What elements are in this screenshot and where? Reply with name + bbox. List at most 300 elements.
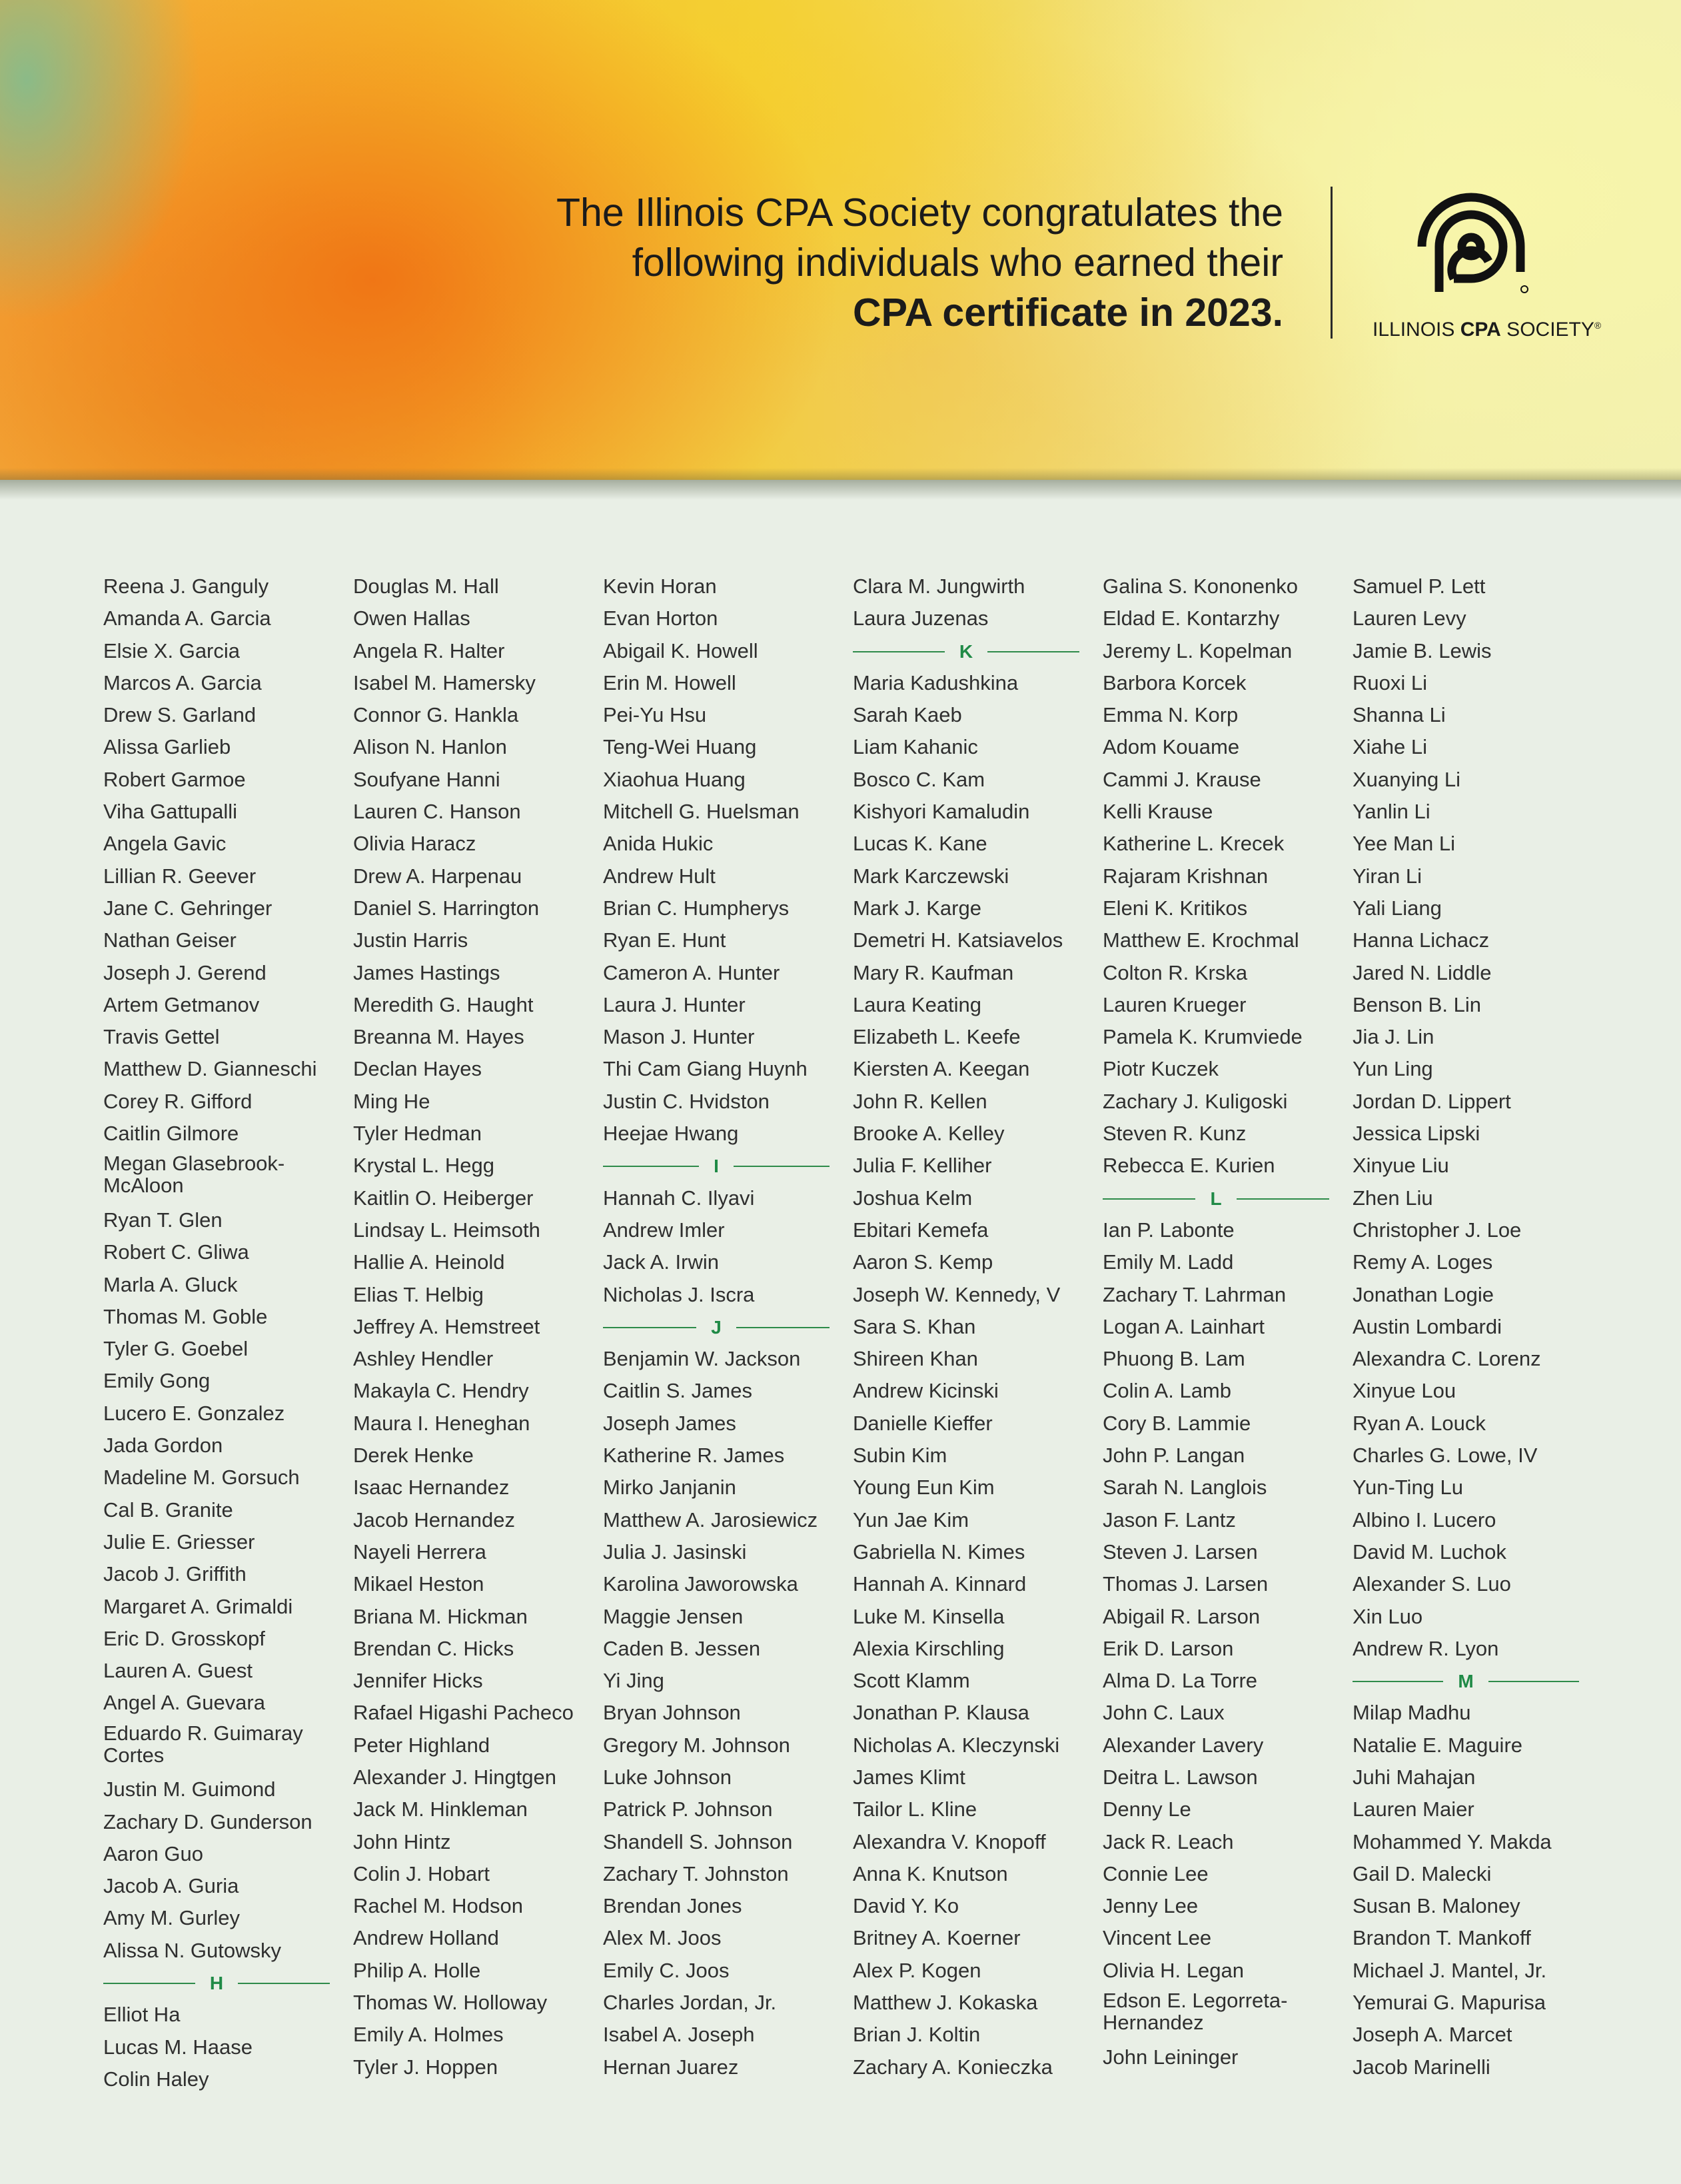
honoree-name: Yun Jae Kim xyxy=(853,1508,969,1532)
honoree-name: Jack R. Leach xyxy=(1103,1829,1234,1853)
honoree-name: Emily M. Ladd xyxy=(1103,1250,1234,1274)
headline-line-3: CPA certificate in 2023. xyxy=(852,291,1283,335)
honoree-name: Olivia Haracz xyxy=(353,832,476,856)
honoree-name: Sarah Kaeb xyxy=(853,703,962,727)
honoree-name: Thi Cam Giang Huynh xyxy=(603,1057,808,1081)
honoree-name: Mary R. Kaufman xyxy=(853,960,1014,984)
honoree-name: Steven R. Kunz xyxy=(1103,1122,1247,1146)
divider-line xyxy=(1488,1681,1579,1682)
honoree-name: Bosco C. Kam xyxy=(853,767,985,791)
honoree-name: Alex P. Kogen xyxy=(853,1958,981,1982)
honoree-name: Joseph James xyxy=(603,1411,736,1435)
honoree-name: Pei-Yu Hsu xyxy=(603,703,707,727)
honoree-name: Xin Luo xyxy=(1353,1604,1423,1628)
honoree-name: Alma D. La Torre xyxy=(1103,1669,1258,1693)
honoree-name: Yee Man Li xyxy=(1353,832,1455,856)
honoree-name: Yun-Ting Lu xyxy=(1353,1476,1464,1500)
honoree-name: Milap Madhu xyxy=(1353,1701,1471,1725)
honoree-name: Subin Kim xyxy=(853,1444,947,1468)
honoree-name: Jennifer Hicks xyxy=(353,1669,483,1693)
honoree-name: Denny Le xyxy=(1103,1797,1191,1821)
section-letter: K xyxy=(959,640,973,662)
honoree-name: Laura J. Hunter xyxy=(603,992,746,1016)
honoree-name: Tyler Hedman xyxy=(353,1122,482,1146)
honoree-name: Kiersten A. Keegan xyxy=(853,1057,1030,1081)
honoree-name: Julia J. Jasinski xyxy=(603,1540,747,1564)
honoree-name: Eleni K. Kritikos xyxy=(1103,896,1248,920)
honoree-name: Katherine R. James xyxy=(603,1444,785,1468)
honoree-name: Kishyori Kamaludin xyxy=(853,800,1030,824)
honoree-name: Scott Klamm xyxy=(853,1669,970,1693)
honoree-name: Lauren Maier xyxy=(1353,1797,1474,1821)
honoree-name: Joseph A. Marcet xyxy=(1353,2023,1512,2047)
divider-line xyxy=(987,651,1079,652)
honoree-name: Yali Liang xyxy=(1353,896,1442,920)
honoree-name: Abigail K. Howell xyxy=(603,638,758,662)
honoree-name: Isaac Hernandez xyxy=(353,1476,510,1500)
honoree-name: Zachary T. Johnston xyxy=(603,1861,789,1885)
honoree-name: Jonathan Logie xyxy=(1353,1282,1494,1306)
honoree-name: Austin Lombardi xyxy=(1353,1314,1502,1338)
honoree-name: Brandon T. Mankoff xyxy=(1353,1926,1531,1950)
honoree-name: Jada Gordon xyxy=(103,1434,223,1458)
honoree-name: Soufyane Hanni xyxy=(353,767,500,791)
name-column-6 xyxy=(1353,573,1579,2086)
honoree-name: Lauren Krueger xyxy=(1103,992,1247,1016)
honoree-name: Jordan D. Lippert xyxy=(1353,1089,1511,1113)
honoree-name: Piotr Kuczek xyxy=(1103,1057,1219,1081)
honoree-name: Matthew J. Kokaska xyxy=(853,1991,1038,2015)
honoree-name: Jeffrey A. Hemstreet xyxy=(353,1314,540,1338)
honoree-name: Gregory M. Johnson xyxy=(603,1733,790,1757)
honoree-name: Alexander J. Hingtgen xyxy=(353,1765,557,1789)
honoree-name: Nicholas A. Kleczynski xyxy=(853,1733,1060,1757)
honoree-name: Gabriella N. Kimes xyxy=(853,1540,1025,1564)
honoree-name: Daniel S. Harrington xyxy=(353,896,540,920)
honoree-name: Viha Gattupalli xyxy=(103,800,238,824)
honoree-name: Mitchell G. Huelsman xyxy=(603,800,800,824)
honoree-name: Rafael Higashi Pacheco xyxy=(353,1701,574,1725)
honoree-name: Galina S. Kononenko xyxy=(1103,574,1298,598)
honoree-name: Yun Ling xyxy=(1353,1057,1433,1081)
divider-line xyxy=(603,1327,696,1328)
honoree-name: Laura Keating xyxy=(853,992,982,1016)
honoree-name: Tyler J. Hoppen xyxy=(353,2055,498,2079)
honoree-name: Colin Haley xyxy=(103,2067,209,2091)
name-column-2 xyxy=(353,573,580,2086)
honoree-name: Amanda A. Garcia xyxy=(103,606,271,630)
honoree-name: Justin C. Hvidston xyxy=(603,1089,770,1113)
honoree-name: David Y. Ko xyxy=(853,1894,959,1918)
honoree-name: Julie E. Griesser xyxy=(103,1530,255,1554)
name-column-5 xyxy=(1103,573,1329,2076)
letter-divider xyxy=(603,1152,830,1184)
honoree-name: Alexandra V. Knopoff xyxy=(853,1829,1046,1853)
honoree-name: Young Eun Kim xyxy=(853,1476,995,1500)
honoree-name: Natalie E. Maguire xyxy=(1353,1733,1523,1757)
honoree-name: Ryan T. Glen xyxy=(103,1208,223,1232)
honoree-name: Mason J. Hunter xyxy=(603,1025,755,1049)
honoree-name: Rachel M. Hodson xyxy=(353,1894,524,1918)
honoree-name: Demetri H. Katsiavelos xyxy=(853,928,1063,952)
honoree-name: Elliot Ha xyxy=(103,2003,181,2027)
honoree-name: Zachary T. Lahrman xyxy=(1103,1282,1287,1306)
honoree-name: Steven J. Larsen xyxy=(1103,1540,1258,1564)
honoree-name: Thomas W. Holloway xyxy=(353,1991,548,2015)
section-letter: L xyxy=(1210,1188,1222,1209)
header-banner xyxy=(0,0,1681,480)
honoree-name: Logan A. Lainhart xyxy=(1103,1314,1265,1338)
honoree-name: Mikael Heston xyxy=(353,1572,484,1596)
honoree-name: Edson E. Legorreta-Hernandez xyxy=(1103,1989,1288,2035)
honoree-name: Philip A. Holle xyxy=(353,1958,481,1982)
honoree-name: Joseph J. Gerend xyxy=(103,960,267,984)
honoree-name: Abigail R. Larson xyxy=(1103,1604,1261,1628)
divider-line xyxy=(103,1983,195,1984)
honoree-name: Sara S. Khan xyxy=(853,1314,976,1338)
honoree-name: Britney A. Koerner xyxy=(853,1926,1021,1950)
honoree-name: Ryan E. Hunt xyxy=(603,928,726,952)
honoree-name: John C. Laux xyxy=(1103,1701,1225,1725)
honoree-name: Laura Juzenas xyxy=(853,606,989,630)
honoree-name: Susan B. Maloney xyxy=(1353,1894,1520,1918)
honoree-name: Cammi J. Krause xyxy=(1103,767,1261,791)
honoree-name: Hannah A. Kinnard xyxy=(853,1572,1027,1596)
honoree-name: Marcos A. Garcia xyxy=(103,670,262,694)
honoree-name: Andrew R. Lyon xyxy=(1353,1636,1499,1660)
honoree-name: Matthew E. Krochmal xyxy=(1103,928,1299,952)
honoree-name: Jamie B. Lewis xyxy=(1353,638,1492,662)
honoree-name: Ming He xyxy=(353,1089,430,1113)
registered-mark: ® xyxy=(1594,320,1602,331)
honoree-name: Douglas M. Hall xyxy=(353,574,499,598)
honoree-name: Charles G. Lowe, IV xyxy=(1353,1444,1538,1468)
section-letter: H xyxy=(209,1973,224,1994)
honoree-name: Justin M. Guimond xyxy=(103,1777,276,1801)
honoree-name: Thomas M. Goble xyxy=(103,1304,268,1328)
honoree-name: Alexander S. Luo xyxy=(1353,1572,1511,1596)
honoree-name: Zachary A. Konieczka xyxy=(853,2055,1053,2079)
honoree-name: Shireen Khan xyxy=(853,1347,978,1371)
honoree-name: Hannah C. Ilyavi xyxy=(603,1186,755,1210)
banner-shadow xyxy=(0,480,1681,500)
honoree-name: Jane C. Gehringer xyxy=(103,896,273,920)
honoree-name: John R. Kellen xyxy=(853,1089,987,1113)
honoree-name: Lauren A. Guest xyxy=(103,1659,253,1683)
honoree-name: Luke Johnson xyxy=(603,1765,732,1789)
honoree-name: Xiahe Li xyxy=(1353,735,1428,759)
honoree-name: Lucero E. Gonzalez xyxy=(103,1401,285,1425)
honoree-name: Jenny Lee xyxy=(1103,1894,1199,1918)
honoree-name: John Hintz xyxy=(353,1829,451,1853)
honoree-name: Reena J. Ganguly xyxy=(103,574,269,598)
honoree-name: Hernan Juarez xyxy=(603,2055,739,2079)
honoree-name: Angel A. Guevara xyxy=(103,1691,265,1715)
name-column-4 xyxy=(853,573,1079,2086)
honoree-name: Ruoxi Li xyxy=(1353,670,1427,694)
honoree-name: Kaitlin O. Heiberger xyxy=(353,1186,534,1210)
honoree-name: James Hastings xyxy=(353,960,500,984)
honoree-name: Kevin Horan xyxy=(603,574,717,598)
letter-divider xyxy=(103,1969,330,2001)
honoree-name: Emily A. Holmes xyxy=(353,2023,504,2047)
honoree-name: Andrew Imler xyxy=(603,1218,725,1242)
headline xyxy=(556,188,1283,338)
honoree-name: Corey R. Gifford xyxy=(103,1089,253,1113)
honoree-name: Lindsay L. Heimsoth xyxy=(353,1218,540,1242)
honoree-name: Colin A. Lamb xyxy=(1103,1379,1231,1403)
honoree-name: Lauren C. Hanson xyxy=(353,800,521,824)
honoree-name: Bryan Johnson xyxy=(603,1701,741,1725)
honoree-name: Meredith G. Haught xyxy=(353,992,534,1016)
honoree-name: Liam Kahanic xyxy=(853,735,978,759)
honoree-name: Olivia H. Legan xyxy=(1103,1958,1244,1982)
honoree-name: Drew A. Harpenau xyxy=(353,864,522,888)
honoree-name: Andrew Holland xyxy=(353,1926,499,1950)
honoree-name: Matthew D. Gianneschi xyxy=(103,1057,317,1081)
honoree-name: Deitra L. Lawson xyxy=(1103,1765,1258,1789)
honoree-name: Elias T. Helbig xyxy=(353,1282,484,1306)
honoree-name: Barbora Korcek xyxy=(1103,670,1247,694)
logo-wordmark xyxy=(1373,319,1601,341)
honoree-name: Shandell S. Johnson xyxy=(603,1829,793,1853)
honoree-name: Karolina Jaworowska xyxy=(603,1572,798,1596)
honoree-name: Isabel A. Joseph xyxy=(603,2023,755,2047)
honoree-name: Jack A. Irwin xyxy=(603,1250,719,1274)
honoree-name: Caitlin Gilmore xyxy=(103,1122,239,1146)
divider-line xyxy=(734,1166,830,1167)
honoree-name: Jonathan P. Klausa xyxy=(853,1701,1029,1725)
honoree-name: Alexander Lavery xyxy=(1103,1733,1264,1757)
honoree-name: Phuong B. Lam xyxy=(1103,1347,1245,1371)
honoree-name: Shanna Li xyxy=(1353,703,1446,727)
honoree-name: Gail D. Malecki xyxy=(1353,1861,1492,1885)
honoree-name: Vincent Lee xyxy=(1103,1926,1212,1950)
honoree-name: Megan Glasebrook-McAloon xyxy=(103,1152,285,1198)
honoree-name: Evan Horton xyxy=(603,606,718,630)
honoree-name: Alissa N. Gutowsky xyxy=(103,1938,282,1962)
honoree-name: James Klimt xyxy=(853,1765,965,1789)
honoree-name: Declan Hayes xyxy=(353,1057,482,1081)
honoree-name: Colin J. Hobart xyxy=(353,1861,490,1885)
honoree-name: Jia J. Lin xyxy=(1353,1025,1434,1049)
honoree-name: Hanna Lichacz xyxy=(1353,928,1490,952)
honoree-name: Angela R. Halter xyxy=(353,638,505,662)
honoree-name: Mark J. Karge xyxy=(853,896,981,920)
honoree-name: Teng-Wei Huang xyxy=(603,735,757,759)
honoree-name: Ebitari Kemefa xyxy=(853,1218,989,1242)
honoree-name: Maria Kadushkina xyxy=(853,670,1019,694)
honoree-name: Margaret A. Grimaldi xyxy=(103,1594,293,1618)
illinois-cpa-society-logo-icon xyxy=(1412,185,1532,300)
honoree-name: Adom Kouame xyxy=(1103,735,1240,759)
honoree-name: Tailor L. Kline xyxy=(853,1797,977,1821)
honoree-name: Xiaohua Huang xyxy=(603,767,746,791)
honoree-name: Briana M. Hickman xyxy=(353,1604,528,1628)
divider-line xyxy=(1103,1198,1195,1200)
honoree-name: Heejae Hwang xyxy=(603,1122,739,1146)
honoree-name: Derek Henke xyxy=(353,1444,474,1468)
honoree-name: Ryan A. Louck xyxy=(1353,1411,1486,1435)
honoree-name: Xuanying Li xyxy=(1353,767,1461,791)
honoree-name: Robert Garmoe xyxy=(103,767,246,791)
honoree-name: Benjamin W. Jackson xyxy=(603,1347,801,1371)
honoree-name: Alexandra C. Lorenz xyxy=(1353,1347,1541,1371)
honoree-name: Owen Hallas xyxy=(353,606,470,630)
honoree-name: Amy M. Gurley xyxy=(103,1906,240,1930)
logo-wordmark-b: CPA xyxy=(1460,319,1501,341)
honoree-name: Lauren Levy xyxy=(1353,606,1466,630)
honoree-name: Benson B. Lin xyxy=(1353,992,1482,1016)
honoree-name: Jeremy L. Kopelman xyxy=(1103,638,1293,662)
honoree-name: Rebecca E. Kurien xyxy=(1103,1154,1275,1178)
honoree-name: Jack M. Hinkleman xyxy=(353,1797,528,1821)
honoree-name: Yemurai G. Mapurisa xyxy=(1353,1991,1546,2015)
honoree-name: Nathan Geiser xyxy=(103,928,237,952)
honoree-name: Sarah N. Langlois xyxy=(1103,1476,1267,1500)
honoree-name: Aaron S. Kemp xyxy=(853,1250,993,1274)
name-column-1 xyxy=(103,573,330,2098)
honoree-name: Eric D. Grosskopf xyxy=(103,1626,265,1650)
honoree-name: Lillian R. Geever xyxy=(103,864,257,888)
honoree-name: Anna K. Knutson xyxy=(853,1861,1008,1885)
honoree-name: Yi Jing xyxy=(603,1669,664,1693)
honoree-name: Connie Lee xyxy=(1103,1861,1209,1885)
honoree-name: Jessica Lipski xyxy=(1353,1122,1480,1146)
honoree-name: Angela Gavic xyxy=(103,832,227,856)
honoree-name: Justin Harris xyxy=(353,928,468,952)
honoree-name: Cameron A. Hunter xyxy=(603,960,780,984)
honoree-name: Kelli Krause xyxy=(1103,800,1213,824)
honoree-name: Christopher J. Loe xyxy=(1353,1218,1522,1242)
honoree-name: Cal B. Granite xyxy=(103,1498,233,1522)
honoree-name: Jacob Marinelli xyxy=(1353,2055,1490,2079)
honoree-name: Artem Getmanov xyxy=(103,992,260,1016)
honoree-name: Luke M. Kinsella xyxy=(853,1604,1005,1628)
honoree-name: Brendan C. Hicks xyxy=(353,1636,514,1660)
honoree-name: Patrick P. Johnson xyxy=(603,1797,773,1821)
honoree-name: Lucas K. Kane xyxy=(853,832,987,856)
honoree-name: Marla A. Gluck xyxy=(103,1272,238,1296)
honoree-name: Emily Gong xyxy=(103,1369,211,1393)
honoree-name: Madeline M. Gorsuch xyxy=(103,1466,300,1490)
honoree-name: Jason F. Lantz xyxy=(1103,1508,1236,1532)
honoree-name: Maggie Jensen xyxy=(603,1604,744,1628)
honoree-name: Mirko Janjanin xyxy=(603,1476,736,1500)
honoree-name: Emily C. Joos xyxy=(603,1958,730,1982)
honoree-name: Jacob A. Guria xyxy=(103,1874,239,1898)
honoree-name: Brian C. Humpherys xyxy=(603,896,790,920)
honoree-name: Elsie X. Garcia xyxy=(103,638,241,662)
honoree-name: John Leininger xyxy=(1103,2045,1239,2069)
honoree-name: Yiran Li xyxy=(1353,864,1422,888)
honoree-name: Erin M. Howell xyxy=(603,670,736,694)
honoree-name: Danielle Kieffer xyxy=(853,1411,993,1435)
honoree-name: Peter Highland xyxy=(353,1733,490,1757)
honoree-name: David M. Luchok xyxy=(1353,1540,1506,1564)
honoree-name: Brendan Jones xyxy=(603,1894,742,1918)
section-letter: I xyxy=(714,1156,719,1177)
divider-line xyxy=(238,1983,330,1984)
honoree-name: Ashley Hendler xyxy=(353,1347,494,1371)
honoree-name: Mark Karczewski xyxy=(853,864,1009,888)
honoree-name: Travis Gettel xyxy=(103,1025,220,1049)
honoree-name: Caitlin S. James xyxy=(603,1379,752,1403)
honoree-name: Alex M. Joos xyxy=(603,1926,722,1950)
honoree-name: Zachary J. Kuligoski xyxy=(1103,1089,1288,1113)
honoree-name: Breanna M. Hayes xyxy=(353,1025,524,1049)
honoree-name: Connor G. Hankla xyxy=(353,703,519,727)
name-column-3 xyxy=(603,573,830,2086)
honoree-name: Aaron Guo xyxy=(103,1841,203,1865)
honoree-name: Jared N. Liddle xyxy=(1353,960,1492,984)
logo-wordmark-a: ILLINOIS xyxy=(1373,319,1460,341)
honoree-name: Tyler G. Goebel xyxy=(103,1337,249,1361)
honoree-name: Mohammed Y. Makda xyxy=(1353,1829,1552,1853)
letter-divider xyxy=(603,1314,830,1346)
honoree-name: Isabel M. Hamersky xyxy=(353,670,536,694)
honoree-name: Hallie A. Heinold xyxy=(353,1250,505,1274)
honoree-name: Alison N. Hanlon xyxy=(353,735,507,759)
honoree-name: Juhi Mahajan xyxy=(1353,1765,1476,1789)
honoree-name: John P. Langan xyxy=(1103,1444,1245,1468)
honoree-name: Brian J. Koltin xyxy=(853,2023,981,2047)
letter-divider xyxy=(853,638,1079,670)
honoree-name: Joshua Kelm xyxy=(853,1186,973,1210)
honoree-name: Pamela K. Krumviede xyxy=(1103,1025,1303,1049)
honoree-name: Clara M. Jungwirth xyxy=(853,574,1025,598)
honoree-name: Jacob Hernandez xyxy=(353,1508,515,1532)
honoree-name: Joseph W. Kennedy, V xyxy=(853,1282,1061,1306)
honoree-name: Drew S. Garland xyxy=(103,703,257,727)
letter-divider xyxy=(1353,1667,1579,1699)
honoree-name: Maura I. Heneghan xyxy=(353,1411,530,1435)
divider-line xyxy=(1237,1198,1329,1200)
divider-line xyxy=(736,1327,830,1328)
divider-line xyxy=(603,1166,699,1167)
honoree-name: Zhen Liu xyxy=(1353,1186,1433,1210)
honoree-name: Andrew Hult xyxy=(603,864,716,888)
honoree-name: Xinyue Lou xyxy=(1353,1379,1456,1403)
divider-line xyxy=(853,651,945,652)
honoree-name: Xinyue Liu xyxy=(1353,1154,1449,1178)
honoree-name: Albino I. Lucero xyxy=(1353,1508,1496,1532)
honoree-name: Erik D. Larson xyxy=(1103,1636,1234,1660)
honoree-name: Colton R. Krska xyxy=(1103,960,1248,984)
honoree-name: Krystal L. Hegg xyxy=(353,1154,494,1178)
divider-line xyxy=(1353,1681,1443,1682)
logo-wordmark-c: SOCIETY xyxy=(1500,319,1594,341)
honoree-name: Samuel P. Lett xyxy=(1353,574,1486,598)
honoree-name: Ian P. Labonte xyxy=(1103,1218,1235,1242)
letter-divider xyxy=(1103,1185,1329,1217)
honoree-name: Nicholas J. Iscra xyxy=(603,1282,755,1306)
honoree-name: Jacob J. Griffith xyxy=(103,1562,247,1586)
honoree-name: Michael J. Mantel, Jr. xyxy=(1353,1958,1547,1982)
honoree-name: Andrew Kicinski xyxy=(853,1379,999,1403)
honoree-name: Caden B. Jessen xyxy=(603,1636,761,1660)
honoree-name: Zachary D. Gunderson xyxy=(103,1809,312,1833)
section-letter: J xyxy=(711,1316,722,1338)
honoree-name: Charles Jordan, Jr. xyxy=(603,1991,777,2015)
honoree-name: Katherine L. Krecek xyxy=(1103,832,1285,856)
header-divider xyxy=(1331,187,1333,339)
honoree-name: Nayeli Herrera xyxy=(353,1540,486,1564)
honoree-name: Brooke A. Kelley xyxy=(853,1122,1005,1146)
honoree-name: Cory B. Lammie xyxy=(1103,1411,1251,1435)
honoree-name: Emma N. Korp xyxy=(1103,703,1239,727)
honoree-name: Rajaram Krishnan xyxy=(1103,864,1269,888)
